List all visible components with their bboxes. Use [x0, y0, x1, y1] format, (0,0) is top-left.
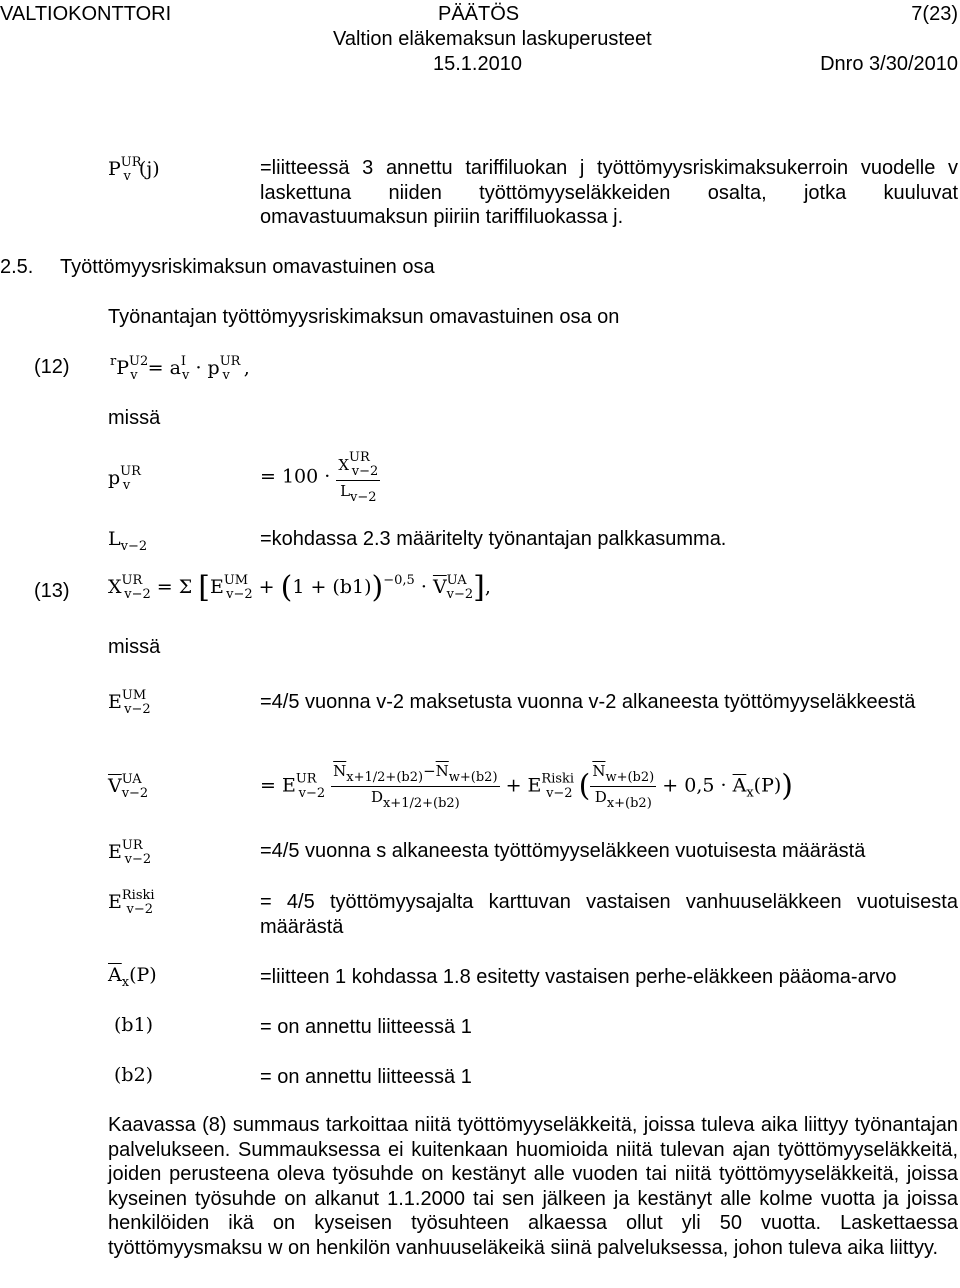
- symbol-e-ur: $E^{UR}_{v-2}$: [108, 838, 152, 867]
- symbol-ax-p: $\overline{A}_x(P)$: [108, 964, 157, 990]
- symbol-p-ur: $p^{UR}_v$: [108, 464, 141, 493]
- def-b1: = on annettu liitteessä 1: [260, 1016, 472, 1038]
- symbol-b2: (b2): [114, 1064, 154, 1086]
- equation-13-where: missä: [108, 636, 161, 658]
- symbol-e-riski: $E^{Riski}_{v-2}$: [108, 888, 155, 917]
- section-title: Työttömyysriskimaksun omavastuinen osa: [60, 256, 435, 278]
- def-e-um: =4/5 vuonna v-2 maksetusta vuonna v-2 alkaneesta työttömyyseläkkeestä: [260, 691, 916, 713]
- symbol-v-ua: $\overline{V}^{UA}_{v-2}$: [108, 772, 149, 801]
- symbol-p-ur-j: $P^{UR}_v$ (j): [108, 155, 160, 184]
- header-page-number: 7(23): [911, 3, 958, 25]
- header-org: VALTIOKONTTORI: [0, 3, 172, 25]
- def-e-riski: = 4/5 työttömyysajalta karttuvan vastaisen vanhuuseläkkeen vuotuisesta määrästä: [260, 891, 958, 938]
- equation-12-where: missä: [108, 407, 161, 429]
- symbol-l: $L_{v-2}$: [108, 528, 148, 554]
- def-e-ur: =4/5 vuonna s alkaneesta työttömyyseläkkeen vuotuisesta määrästä: [260, 840, 866, 862]
- symbol-e-um: $E^{UM}_{v-2}$: [108, 688, 151, 717]
- equation-12: $^rP^{U2}_v = a^I_v \cdot p^{UR}_v$ ,: [110, 354, 250, 383]
- equation-13: $X^{UR}_{v-2} = \Sigma$ $[E^{UM}_{v-2} + (1 + (b1))^{-0,5} \cdot \overline{V}^{UA}_{v-2}]$,: [108, 570, 491, 605]
- header-doc-type: PÄÄTÖS: [438, 3, 520, 25]
- closing-paragraph: Kaavassa (8) summaus tarkoittaa niitä työttömyyseläkkeitä, joissa tuleva aika liittyy työnantajan palvelukseen. Summauksessa ei kuitenkaan huomioida niitä tulevan ajan työttömyyseläkkeitä, joiden perusteena oleva työsuhde on kestänyt alle vuoden tai niitä työttömyyseläkkeitä, joissa kyseinen työsuhde on alkanut 1.1.2000 tai sen jälkeen ja kestänyt alle kolme vuotta ja joissa henkilöiden ikä on kyseisen työsuhteen alkaessa ollut yli 50 vuotta. Laskettaessa työttömyysmaksu w on henkilön vanhuuseläkeikä siinä palveluksessa, johon tuleva aika liittyy.: [108, 1114, 958, 1259]
- def-l: =kohdassa 2.3 määritelty työnantajan palkkasumma.: [260, 528, 727, 550]
- def-p-ur-j: =liitteessä 3 annettu tariffiluokan j työttömyysriskimaksukerroin vuodelle v laskettuna niiden työttömyyseläkkeiden osalta, jotka kuuluvat omavastuumaksun piiriin tariffiluokassa j.: [260, 157, 958, 228]
- def-b2: = on annettu liitteessä 1: [260, 1066, 472, 1088]
- symbol-b1: (b1): [114, 1014, 154, 1036]
- equation-v-ua: = $E^{UR}_{v-2}$ $\frac{\overline{N}x+1/2+(b2)-\overline{N}w+(b2)}{Dx+1/2+(b2)}$ + $E^{Riski}_{v-2}$ ( $\frac{\overline{N}w+(b2)}{Dx+(b2)}$ + $0,5 \cdot \overline{A}_x(P)$): [260, 762, 793, 811]
- section-intro: Työnantajan työttömyysriskimaksun omavastuinen osa on: [108, 306, 620, 328]
- def-ax-p: =liitteen 1 kohdassa 1.8 esitetty vastaisen perhe-eläkkeen pääoma-arvo: [260, 966, 897, 988]
- header-dnro: Dnro 3/30/2010: [820, 53, 958, 75]
- header-date: 15.1.2010: [433, 53, 522, 75]
- header-subtitle: Valtion eläkemaksun laskuperusteet: [333, 28, 652, 50]
- section-number: 2.5.: [0, 256, 34, 278]
- equation-p-ur: = 100 · $\frac{\text{XURv−2}}{Lv-2}$: [260, 450, 379, 505]
- equation-13-label: (13): [34, 580, 70, 602]
- equation-12-label: (12): [34, 356, 70, 378]
